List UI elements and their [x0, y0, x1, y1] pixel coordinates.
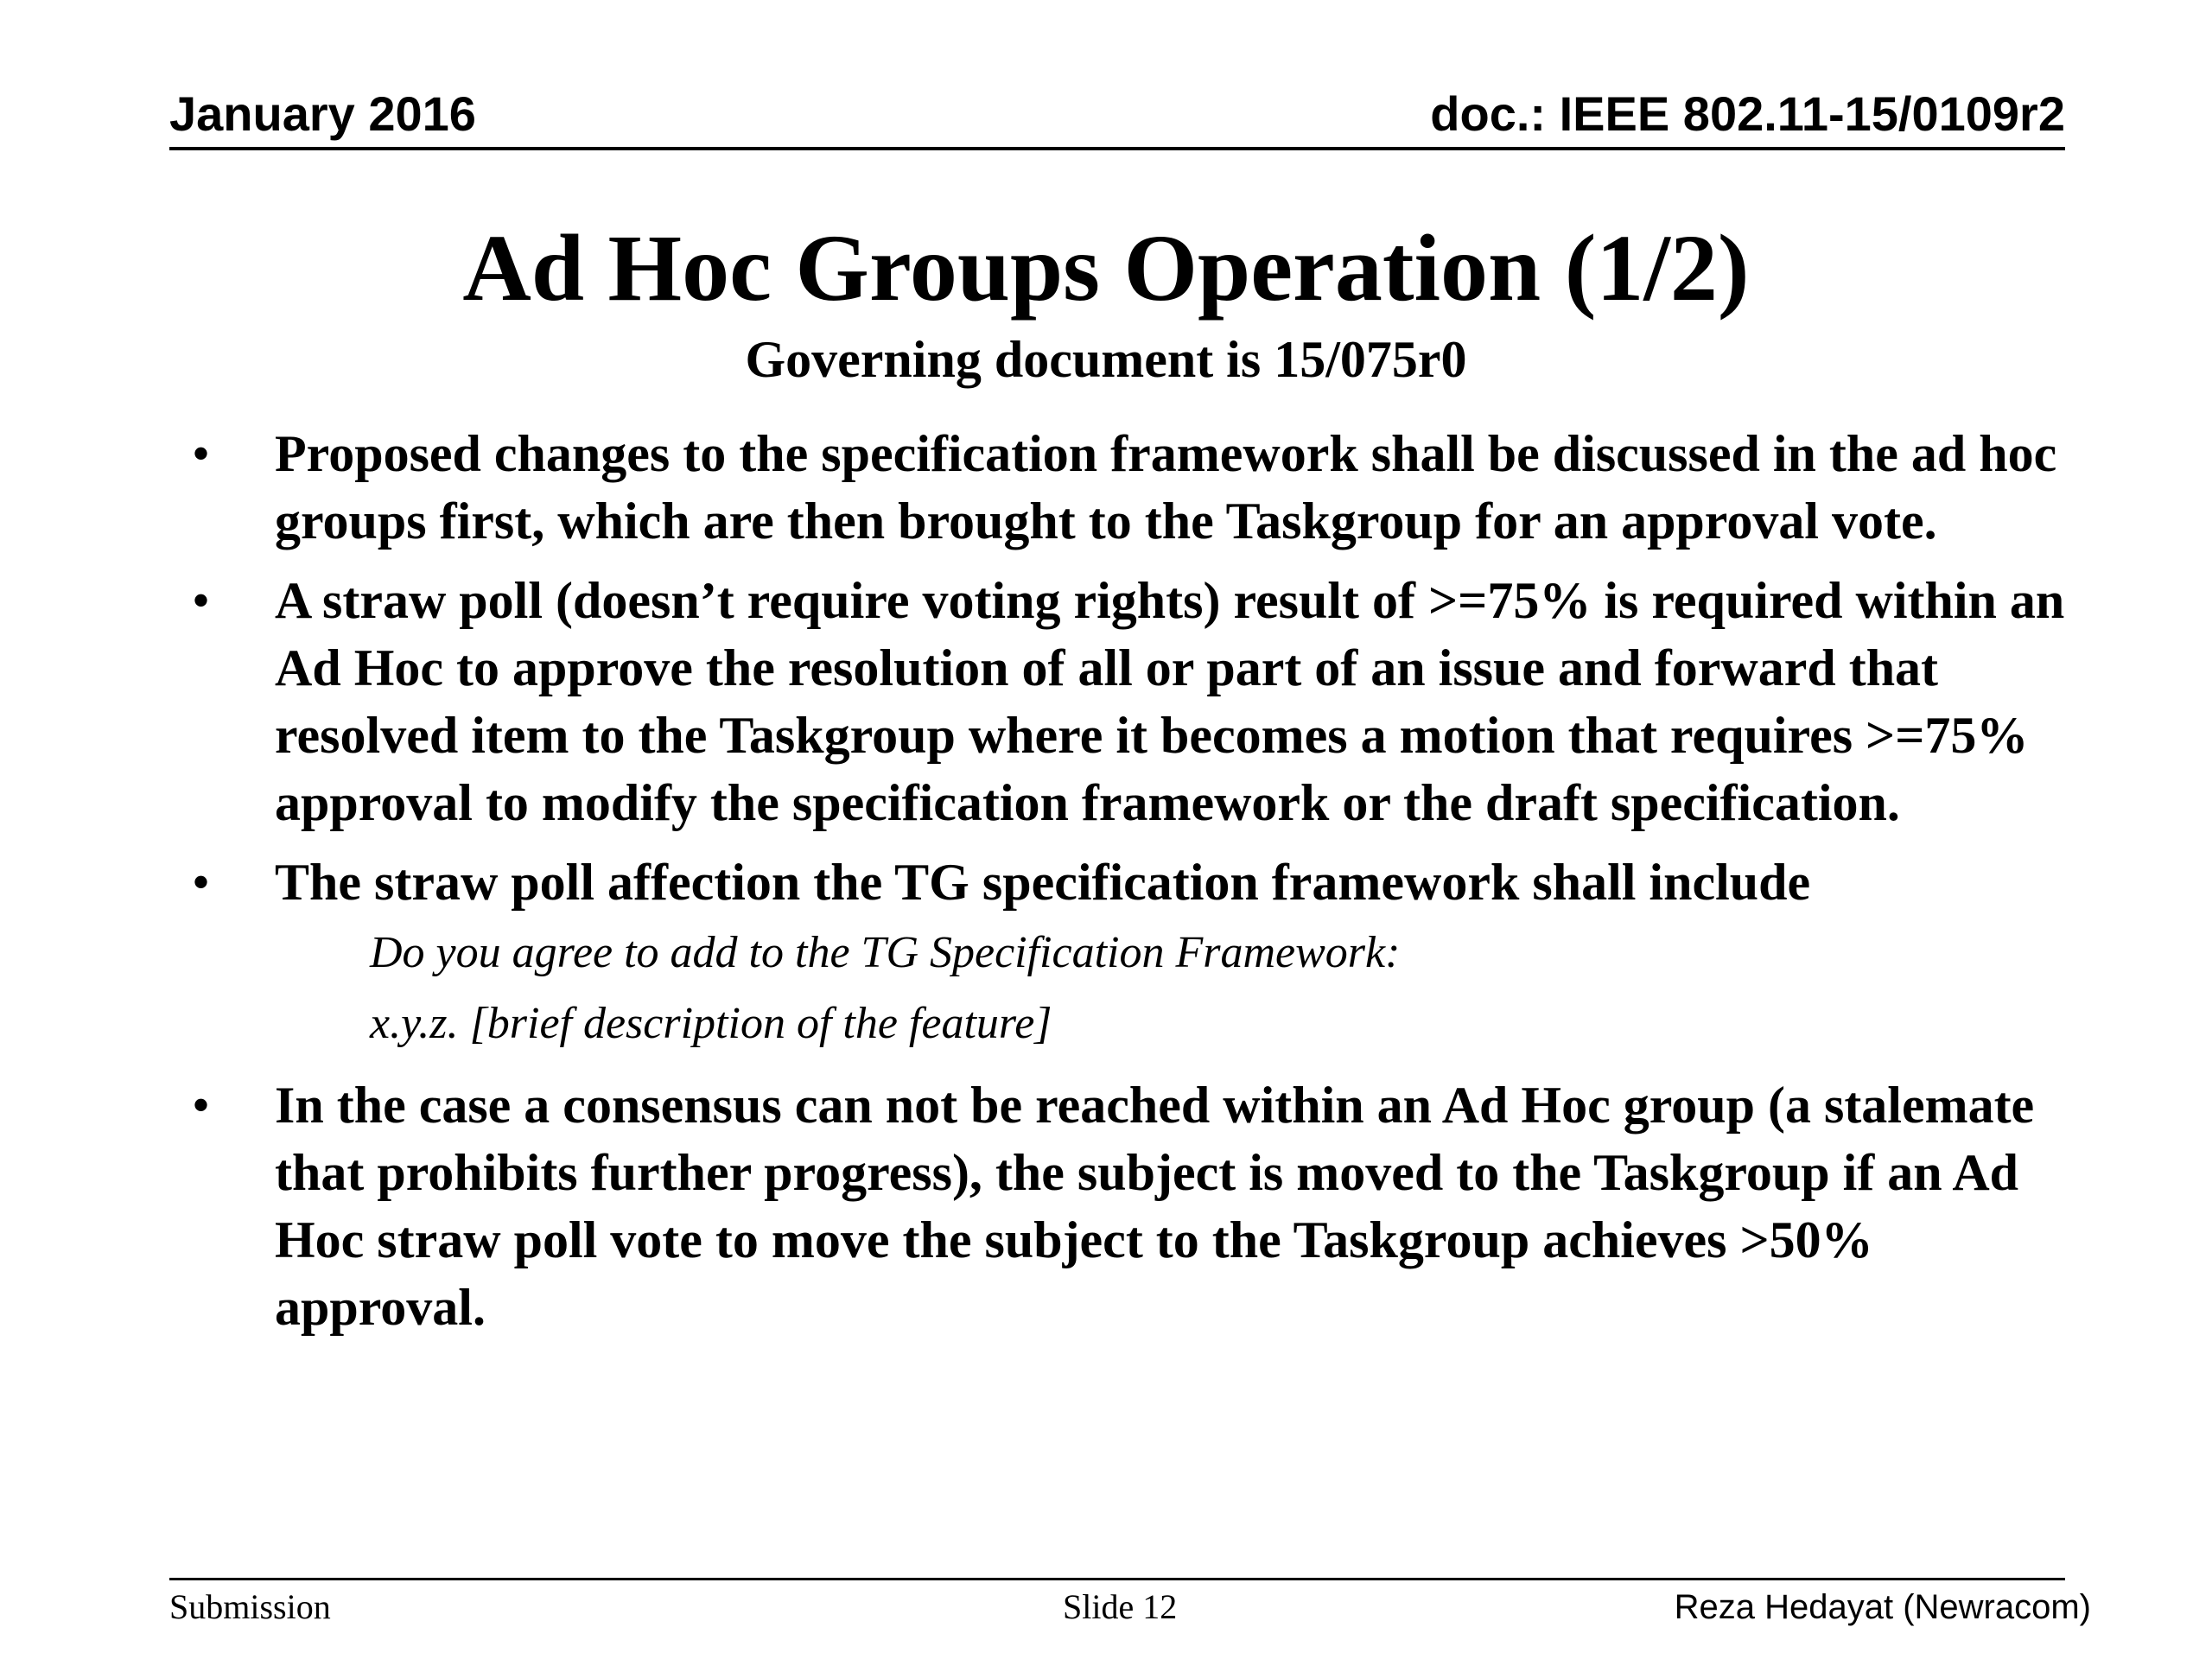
header-date: January 2016 — [169, 86, 476, 141]
straw-poll-template — [0, 918, 2212, 1059]
bullet-item — [0, 420, 2072, 555]
bullet-marker: • — [192, 1077, 211, 1134]
bullet-text: In the case a consensus can not be reached within an Ad Hoc group (a stalemate that prohibits further progress), the subject is moved to the Taskgroup if an Ad Hoc straw poll vote to move the subject to the Taskgroup achieves >50% approval. — [275, 1077, 2035, 1336]
footer-submission: Submission — [169, 1587, 331, 1626]
bullet-item — [0, 1071, 2072, 1341]
footer-divider — [169, 1578, 2065, 1580]
bullet-text: Proposed changes to the specification framework shall be discussed in the ad hoc groups first, which are then brought to the Taskgroup for an approval vote. — [275, 425, 2057, 550]
header-doc-id: doc.: IEEE 802.11-15/0109r2 — [1430, 86, 2065, 141]
bullet-marker: • — [192, 425, 211, 482]
bullet-text: The straw poll affection the TG specification framework shall include — [275, 854, 1811, 911]
slide-subtitle: Governing document is 15/075r0 — [745, 331, 1467, 388]
bullet-text: A straw poll (doesn’t require voting rights) result of >=75% is required within an Ad Hoc to approve the resolution of all or part of an issue and forward that resolved item to the Taskgroup where it becomes a motion that requires >=75% approval to modify the specification framework or the draft specification. — [275, 572, 2065, 831]
slide-body — [0, 420, 2212, 1353]
slide-title: Ad Hoc Groups Operation (1/2) — [462, 215, 1750, 321]
bullet-marker: • — [192, 572, 211, 629]
sub-item-question: Do you agree to add to the TG Specification Framework: — [370, 928, 1401, 977]
footer-slide-number: Slide 12 — [1063, 1587, 1178, 1626]
footer-author: Reza Hedayat (Newracom) — [1674, 1588, 2091, 1626]
bullet-item — [0, 849, 2072, 916]
header-divider — [169, 147, 2065, 150]
sub-item-feature: x.y.z. [brief description of the feature] — [370, 999, 1052, 1048]
bullet-marker: • — [192, 854, 211, 911]
bullet-item — [0, 567, 2072, 836]
